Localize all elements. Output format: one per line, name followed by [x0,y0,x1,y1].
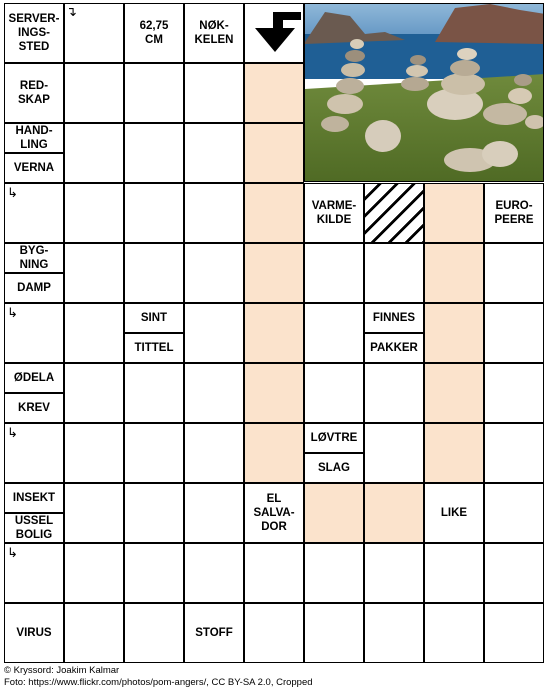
blocked-cell [364,183,424,243]
arrow-down-right-icon: ↳ [7,545,18,560]
answer-cell[interactable] [184,423,244,483]
clue-stoff: STOFF [184,603,244,663]
answer-cell[interactable] [64,483,124,543]
clue-nokkelen: NØK- KELEN [184,3,244,63]
answer-cell[interactable] [124,243,184,303]
arrow-down-right-icon: ↳ [7,425,18,440]
answer-cell[interactable] [124,603,184,663]
stone-cairns-photo [304,3,544,182]
clue-finnes: FINNES [364,303,424,333]
answer-cell[interactable] [304,363,364,423]
answer-cell[interactable] [484,603,544,663]
answer-cell[interactable] [124,63,184,123]
clue-virus: VIRUS [4,603,64,663]
answer-cell-highlighted[interactable] [244,183,304,243]
answer-cell[interactable] [304,543,364,603]
clue-bygning: BYG- NING [4,243,64,273]
puzzle-credit: © Kryssord: Joakim Kalmar [4,665,120,676]
answer-cell[interactable] [64,423,124,483]
answer-cell-highlighted[interactable] [244,63,304,123]
answer-cell-highlighted[interactable] [424,303,484,363]
answer-cell[interactable] [184,483,244,543]
answer-cell[interactable] [124,183,184,243]
answer-cell-highlighted[interactable] [424,363,484,423]
answer-cell[interactable] [304,243,364,303]
clue-insekt: INSEKT [4,483,64,513]
clue-lovtre: LØVTRE [304,423,364,453]
answer-cell[interactable] [484,543,544,603]
clue-verna: VERNA [4,153,64,183]
arrow-down-right-icon: ↳ [7,185,18,200]
answer-cell[interactable] [124,543,184,603]
answer-cell[interactable] [124,363,184,423]
answer-cell[interactable] [484,483,544,543]
answer-cell[interactable] [64,63,124,123]
answer-cell[interactable] [124,123,184,183]
answer-cell-highlighted[interactable] [244,363,304,423]
answer-cell-highlighted[interactable] [424,243,484,303]
answer-cell[interactable] [304,603,364,663]
clue-serveringssted: SERVER- INGS- STED [4,3,64,63]
answer-cell[interactable] [364,543,424,603]
answer-cell-highlighted[interactable] [364,483,424,543]
arrow-down-right-icon: ↳ [7,305,18,320]
answer-cell[interactable] [64,183,124,243]
answer-cell[interactable] [64,123,124,183]
answer-cell[interactable] [484,423,544,483]
answer-cell[interactable] [184,543,244,603]
answer-cell-highlighted[interactable] [424,183,484,243]
clue-pakker: PAKKER [364,333,424,363]
credits [4,665,313,689]
clue-handling: HAND- LING [4,123,64,153]
clue-europeere: EURO- PEERE [484,183,544,243]
answer-cell[interactable] [304,303,364,363]
clue-odela: ØDELA [4,363,64,393]
arrow-right-down-icon: ↴ [66,4,77,19]
answer-cell[interactable] [244,543,304,603]
answer-cell[interactable] [364,603,424,663]
answer-cell[interactable] [244,3,304,63]
answer-cell[interactable] [184,183,244,243]
photo-credit: Foto: https://www.flickr.com/photos/pom-angers/, CC BY-SA 2.0, Cropped [4,677,313,688]
answer-cell[interactable] [244,603,304,663]
answer-cell[interactable] [184,63,244,123]
answer-cell[interactable] [364,363,424,423]
clue-redskap: RED- SKAP [4,63,64,123]
answer-cell[interactable] [424,603,484,663]
answer-cell[interactable] [184,363,244,423]
answer-cell[interactable] [424,543,484,603]
answer-cell[interactable] [184,123,244,183]
arrow-down-icon [245,4,303,62]
answer-cell[interactable] [64,363,124,423]
answer-cell[interactable] [484,363,544,423]
answer-cell-highlighted[interactable] [424,423,484,483]
clue-krev: KREV [4,393,64,423]
clue-ussel-bolig: USSEL BOLIG [4,513,64,543]
answer-cell[interactable] [184,303,244,363]
answer-cell-highlighted[interactable] [304,483,364,543]
answer-cell[interactable] [64,243,124,303]
answer-cell[interactable] [184,243,244,303]
clue-62-75-cm: 62,75 CM [124,3,184,63]
answer-cell[interactable] [64,303,124,363]
answer-cell-highlighted[interactable] [244,123,304,183]
answer-cell[interactable] [124,423,184,483]
clue-slag: SLAG [304,453,364,483]
answer-cell-highlighted[interactable] [244,423,304,483]
clue-damp: DAMP [4,273,64,303]
answer-cell[interactable] [64,603,124,663]
answer-cell-highlighted[interactable] [244,303,304,363]
answer-cell[interactable] [364,423,424,483]
answer-cell[interactable] [484,303,544,363]
clue-like: LIKE [424,483,484,543]
answer-cell-highlighted[interactable] [244,243,304,303]
clue-tittel: TITTEL [124,333,184,363]
answer-cell[interactable] [364,243,424,303]
clue-varmekilde: VARME- KILDE [304,183,364,243]
answer-cell[interactable] [64,543,124,603]
clue-sint: SINT [124,303,184,333]
clue-el-salvador: EL SALVA- DOR [244,483,304,543]
answer-cell[interactable] [484,243,544,303]
answer-cell[interactable] [124,483,184,543]
